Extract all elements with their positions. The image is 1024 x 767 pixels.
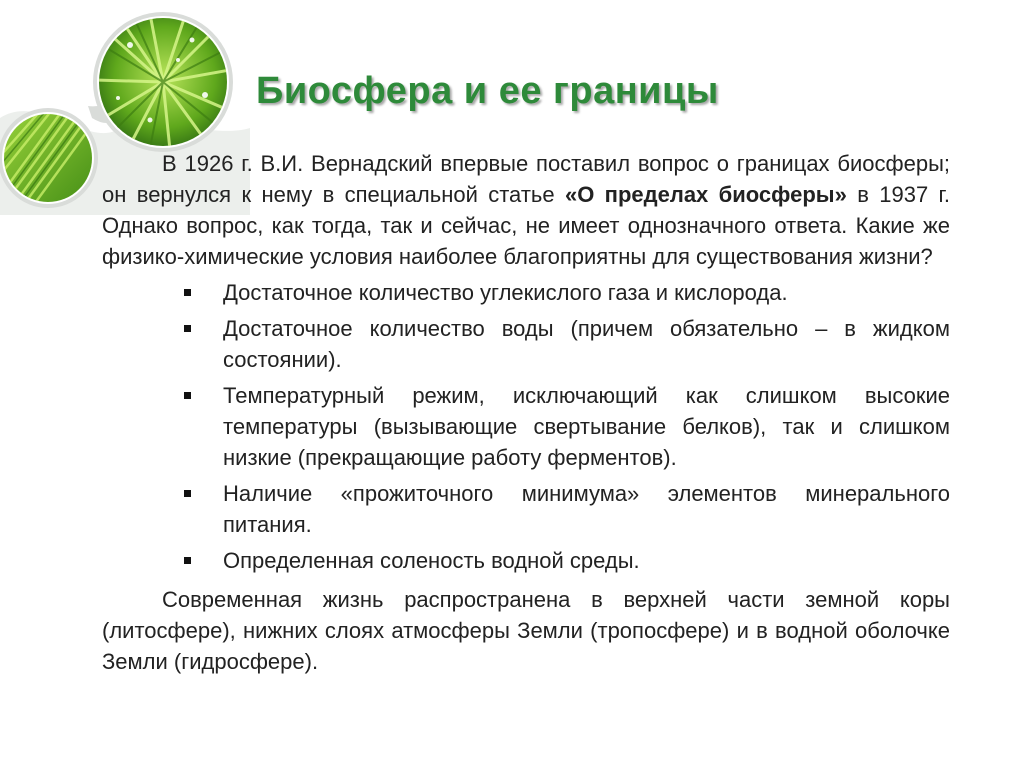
bullet-icon: [184, 490, 191, 497]
list-item: [102, 277, 950, 308]
list-item: [102, 380, 950, 473]
intro-text-start: В 1926 г. В.И. Вернадский впервые поставил вопрос о границах биосферы; он вернулся к нему в специальной статье: [102, 151, 950, 207]
intro-paragraph: [102, 148, 950, 272]
list-item: [102, 313, 950, 375]
intro-text-end: в 1937 г. Однако вопрос, как тогда, так и сейчас, не имеет однозначного ответа. Какие же физико-химические условия наиболее благоприятны для существования жизни?: [102, 182, 951, 269]
bullet-icon: [184, 392, 191, 399]
bullet-icon: [184, 557, 191, 564]
slide-title: Биосфера и ее границы: [256, 70, 719, 112]
conditions-list: [102, 277, 950, 576]
bullet-icon: [184, 325, 191, 332]
list-item-text: Температурный режим, исключающий как слишком высокие температуры (вызывающие свертывание белков), так и слишком низкие (прекращающие работу ферментов).: [223, 383, 950, 470]
slide-body: [102, 148, 950, 677]
list-item-text: Достаточное количество углекислого газа и кислорода.: [223, 280, 788, 305]
article-title: «О пределах биосферы»: [564, 182, 847, 207]
bullet-icon: [184, 289, 191, 296]
list-item: [102, 545, 950, 576]
conclusion-paragraph: Современная жизнь распространена в верхней части земной коры (литосфере), нижних слоях атмосферы Земли (тропосфере) и в водной оболочке Земли (гидросфере).: [102, 587, 950, 674]
list-item-text: Наличие «прожиточного минимума» элементов минерального питания.: [223, 481, 950, 537]
list-item-text: Достаточное количество воды (причем обязательно – в жидком состоянии).: [223, 316, 950, 372]
list-item: [102, 478, 950, 540]
list-item-text: Определенная соленость водной среды.: [223, 548, 640, 573]
